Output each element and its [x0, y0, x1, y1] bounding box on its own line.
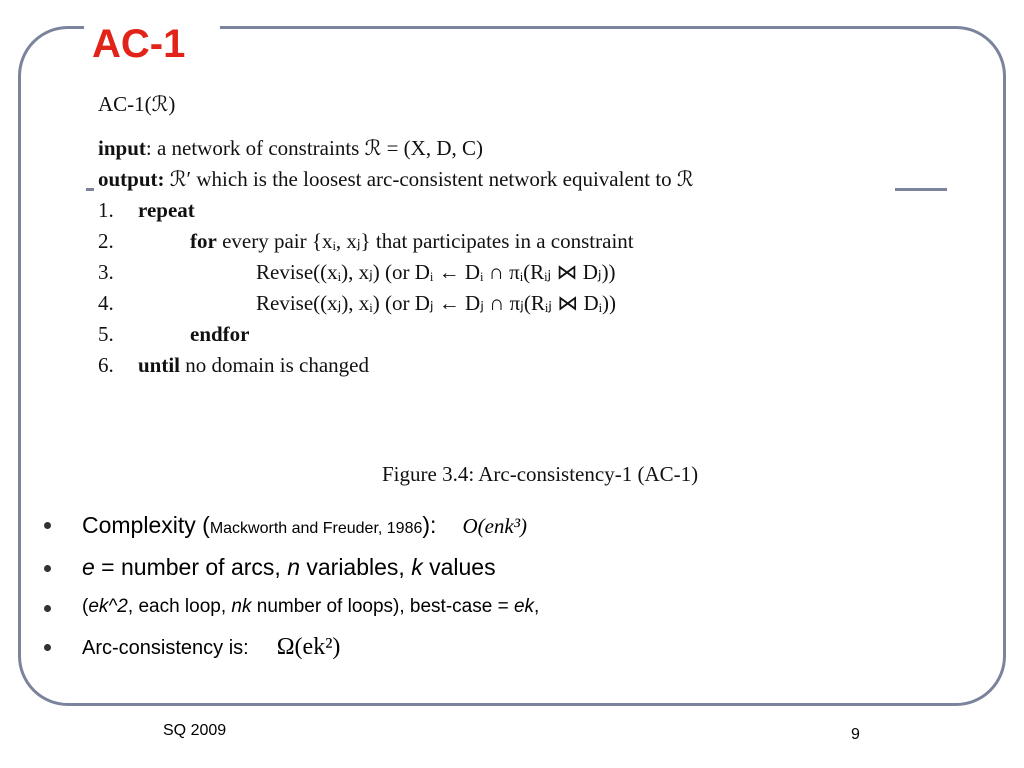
text-each-loop: , each loop, [127, 596, 232, 617]
arc-consistency-label: Arc-consistency is: [82, 637, 249, 659]
bullet-text [82, 512, 527, 539]
algorithm-line-4 [98, 291, 616, 316]
bullet-text [82, 596, 539, 618]
output-text: ℛ′ which is the loosest arc-consistent network equivalent to ℛ [164, 167, 694, 191]
line-keyword: endfor [190, 322, 250, 346]
input-keyword: input [98, 136, 146, 160]
complexity-formula: O(enk³) [462, 514, 528, 538]
algorithm-header: AC-1(ℛ) [98, 92, 176, 116]
line-number: 2. [98, 229, 114, 253]
text-loops: number of loops), best-case = [251, 596, 514, 617]
citation: Mackworth and Freuder, 1986 [209, 520, 423, 537]
line-keyword: until [138, 353, 181, 377]
algorithm-line-3 [98, 260, 616, 285]
line-text: Revise((xⱼ), xᵢ) (or Dⱼ ← Dⱼ ∩ πⱼ(Rᵢⱼ ⋈ Dᵢ)) [256, 291, 617, 315]
bullet-text [82, 554, 496, 581]
line-text: Revise((xᵢ), xⱼ) (or Dᵢ ← Dᵢ ∩ πᵢ(Rᵢⱼ ⋈ Dⱼ)) [256, 260, 616, 284]
bullet-dot [44, 522, 51, 529]
var-ek2: ek^2 [88, 596, 128, 617]
var-n: n [287, 554, 300, 580]
text-values: values [422, 554, 496, 580]
text-variables: variables, [299, 554, 412, 580]
algorithm-line-2 [98, 229, 634, 254]
line-number: 1. [98, 198, 114, 222]
var-e: e [82, 554, 95, 580]
text-arcs: = number of arcs, [94, 554, 288, 580]
algorithm-output [98, 167, 694, 192]
text-comma: , [534, 596, 540, 617]
line-keyword: for [190, 229, 217, 253]
bullet-text [82, 634, 340, 661]
var-nk: nk [231, 596, 252, 617]
line-text: no domain is changed [180, 353, 369, 377]
paren-open: ( [82, 596, 89, 617]
arc-consistency-formula: Ω(ek²) [276, 634, 341, 660]
line-number: 4. [98, 291, 114, 315]
figure-caption: Figure 3.4: Arc-consistency-1 (AC-1) [382, 462, 699, 486]
var-ek: ek [513, 596, 535, 617]
divider-left [86, 188, 94, 191]
line-number: 6. [98, 353, 114, 377]
bullet-dot [44, 644, 51, 651]
complexity-label: Complexity ( [82, 512, 210, 538]
page-number: 9 [851, 726, 860, 743]
var-k: k [411, 554, 423, 580]
line-number: 3. [98, 260, 114, 284]
footer-label: SQ 2009 [163, 722, 227, 739]
algorithm-input [98, 136, 483, 161]
algorithm-line-5 [98, 322, 250, 347]
output-keyword: output: [98, 167, 165, 191]
bullet-dot [44, 605, 51, 612]
divider-right [895, 188, 947, 191]
line-number: 5. [98, 322, 114, 346]
input-text: : a network of constraints ℛ = (X, D, C) [145, 136, 483, 160]
bullet-dot [44, 565, 51, 572]
slide-title: AC-1 [92, 22, 186, 66]
line-text: every pair {xᵢ, xⱼ} that participates in a constraint [216, 229, 634, 253]
complexity-colon: ): [422, 512, 437, 538]
algorithm-line-1 [98, 198, 195, 223]
line-keyword: repeat [138, 198, 195, 222]
algorithm-line-6 [98, 353, 369, 378]
